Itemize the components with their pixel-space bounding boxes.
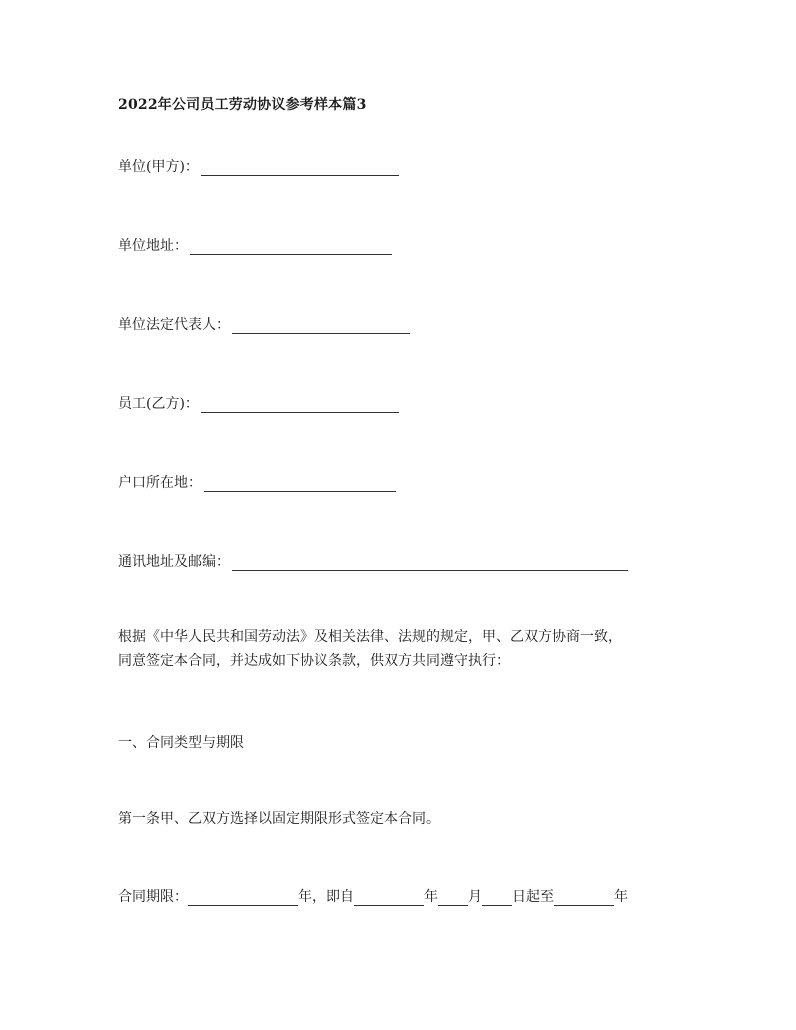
term-unit: 年 [424,889,438,905]
field-legal-representative [118,314,410,334]
fill-blank[interactable] [201,398,399,413]
field-mailing-address [118,551,628,571]
field-employer [118,156,399,176]
field-household-registration [118,472,396,492]
section-heading: 一、合同类型与期限 [118,735,244,751]
field-label: 户口所在地： [118,475,202,491]
field-label: 单位地址： [118,238,188,254]
fill-blank[interactable] [204,477,396,492]
intro-paragraph [118,625,678,673]
document-title: 2022年公司员工劳动协议参考样本篇3 [118,97,367,113]
fill-blank[interactable] [201,161,399,176]
field-label: 通讯地址及邮编： [118,554,230,570]
fill-blank[interactable] [482,891,512,906]
fill-blank[interactable] [354,891,424,906]
contract-term-line [118,886,628,906]
field-employee [118,393,399,413]
fill-blank[interactable] [190,240,392,255]
field-employer-address [118,235,392,255]
term-unit: 年 [614,889,628,905]
fill-blank[interactable] [438,891,468,906]
fill-blank[interactable] [232,556,628,571]
article-1: 第一条甲、乙双方选择以固定期限形式签定本合同。 [118,811,440,827]
field-label: 单位法定代表人： [118,317,230,333]
term-unit: 日起至 [512,889,554,905]
intro-line: 根据《中华人民共和国劳动法》及相关法律、法规的规定，甲、乙双方协商一致， [118,629,622,645]
field-label: 员工(乙方)： [118,396,199,412]
fill-blank[interactable] [232,319,410,334]
intro-line: 同意签定本合同，并达成如下协议条款，供双方共同遵守执行： [118,653,510,669]
term-unit: 年，即自 [298,889,354,905]
field-label: 单位(甲方)： [118,159,199,175]
term-unit: 月 [468,889,482,905]
term-label: 合同期限： [118,889,188,905]
fill-blank[interactable] [554,891,614,906]
fill-blank[interactable] [188,891,298,906]
